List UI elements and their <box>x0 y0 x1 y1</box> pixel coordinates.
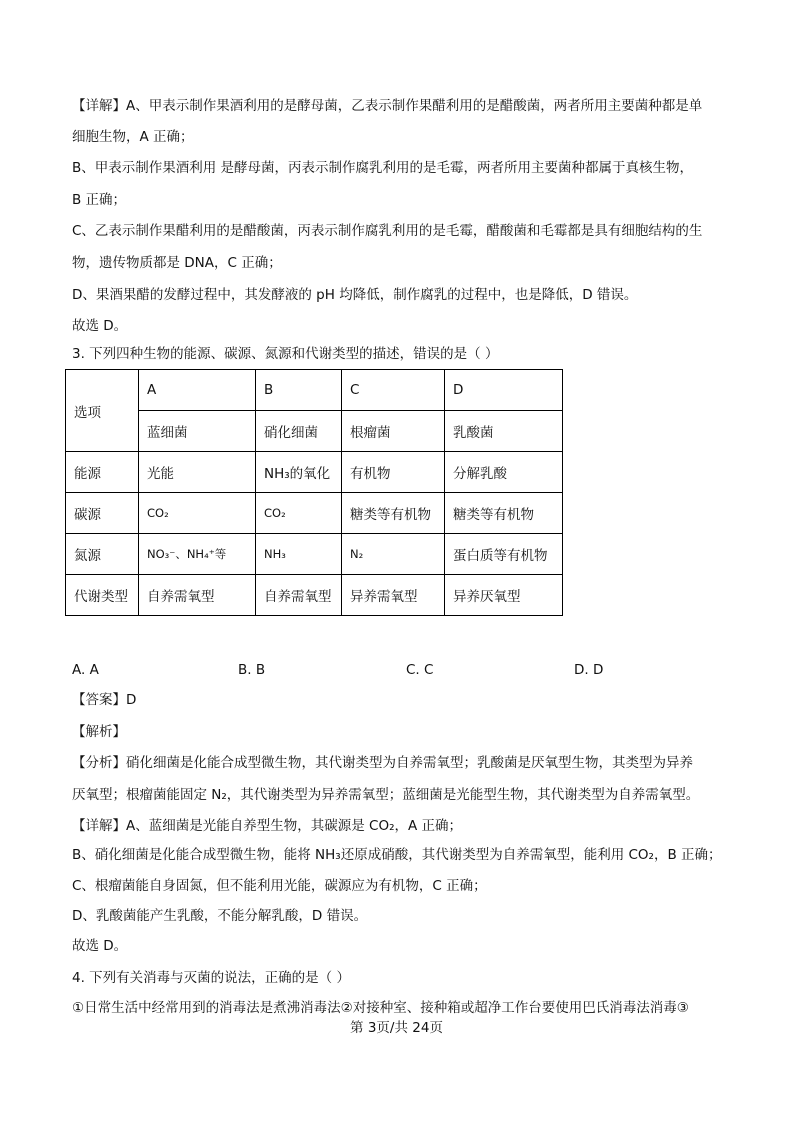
detail-line: B、甲表示制作果酒利用 是酵母菌，丙表示制作腐乳利用的是毛霉，两者所用主要菌种都属于真核生物， <box>72 160 694 176</box>
row-header-carbon: 碳源 <box>66 493 139 534</box>
carbon-cell: 糖类等有机物 <box>445 493 563 534</box>
organism-cell: 硝化细菌 <box>256 411 342 452</box>
choice-b: B. B <box>238 662 266 678</box>
question-3-stem: 3. 下列四种生物的能源、碳源、氮源和代谢类型的描述，错误的是（ ） <box>72 346 499 362</box>
page-footer: 第 3页/共 24页 <box>350 1020 443 1036</box>
question-4-stem: 4. 下列有关消毒与灭菌的说法，正确的是（ ） <box>72 970 350 986</box>
nitrogen-cell: NO₃⁻、NH₄⁺等 <box>139 534 256 575</box>
column-letter: D <box>445 370 563 411</box>
detail-line: B 正确； <box>72 192 127 208</box>
table-row <box>66 534 563 575</box>
carbon-cell: CO₂ <box>139 493 256 534</box>
conclusion-line: 故选 D。 <box>72 318 128 334</box>
metabolism-cell: 自养需氧型 <box>256 575 342 616</box>
detail-line: 【详解】A、蓝细菌是光能自养型生物，其碳源是 CO₂，A 正确； <box>72 818 463 834</box>
answer-line: 【答案】D <box>72 692 137 708</box>
detail-line: B、硝化细菌是化能合成型微生物，能将 NH₃还原成硝酸，其代谢类型为自养需氧型，能利用 CO₂，B 正确； <box>72 847 722 863</box>
analysis-title: 【解析】 <box>72 724 126 740</box>
options-table <box>65 369 563 616</box>
metabolism-cell: 自养需氧型 <box>139 575 256 616</box>
energy-cell: NH₃的氧化 <box>256 452 342 493</box>
energy-cell: 光能 <box>139 452 256 493</box>
organism-cell: 根瘤菌 <box>342 411 445 452</box>
row-header-energy: 能源 <box>66 452 139 493</box>
metabolism-cell: 异养厌氧型 <box>445 575 563 616</box>
table-row <box>66 370 563 411</box>
organism-cell: 乳酸菌 <box>445 411 563 452</box>
analysis-line: 厌氧型；根瘤菌能固定 N₂，其代谢类型为异养需氧型；蓝细菌是光能型生物，其代谢类型为自养需氧型。 <box>72 787 700 803</box>
metabolism-cell: 异养需氧型 <box>342 575 445 616</box>
organism-cell: 蓝细菌 <box>139 411 256 452</box>
nitrogen-cell: 蛋白质等有机物 <box>445 534 563 575</box>
detail-line: D、乳酸菌能产生乳酸，不能分解乳酸，D 错误。 <box>72 908 368 924</box>
energy-cell: 分解乳酸 <box>445 452 563 493</box>
choice-c: C. C <box>406 662 434 678</box>
nitrogen-cell: NH₃ <box>256 534 342 575</box>
table-row <box>66 493 563 534</box>
question-4-line: ①日常生活中经常用到的消毒法是煮沸消毒法②对接种室、接种箱或超净工作台要使用巴氏消毒法消毒③ <box>72 1000 689 1016</box>
column-letter: A <box>139 370 256 411</box>
choice-d: D. D <box>574 662 604 678</box>
row-header-metabolism: 代谢类型 <box>66 575 139 616</box>
row-header-nitrogen: 氮源 <box>66 534 139 575</box>
detail-line: C、乙表示制作果醋利用的是醋酸菌，丙表示制作腐乳利用的是毛霉，醋酸菌和毛霉都是具有细胞结构的生 <box>72 223 703 239</box>
energy-cell: 有机物 <box>342 452 445 493</box>
detail-line: 【详解】A、甲表示制作果酒利用的是酵母菌，乙表示制作果醋利用的是醋酸菌，两者所用主要菌种都是单 <box>72 98 703 114</box>
column-letter: C <box>342 370 445 411</box>
detail-line: C、根瘤菌能自身固氮，但不能利用光能，碳源应为有机物，C 正确； <box>72 878 487 894</box>
carbon-cell: CO₂ <box>256 493 342 534</box>
analysis-line: 【分析】硝化细菌是化能合成型微生物，其代谢类型为自养需氧型；乳酸菌是厌氧型生物，其类型为异养 <box>72 755 693 771</box>
conclusion-line: 故选 D。 <box>72 938 128 954</box>
column-letter: B <box>256 370 342 411</box>
table-row <box>66 452 563 493</box>
detail-line: 细胞生物，A 正确； <box>72 129 194 145</box>
carbon-cell: 糖类等有机物 <box>342 493 445 534</box>
detail-line: D、果酒果醋的发酵过程中，其发酵液的 pH 均降低，制作腐乳的过程中，也是降低，D 错误。 <box>72 287 638 303</box>
choice-a: A. A <box>72 662 99 678</box>
table-row <box>66 575 563 616</box>
detail-line: 物，遗传物质都是 DNA，C 正确； <box>72 255 282 271</box>
nitrogen-cell: N₂ <box>342 534 445 575</box>
table-row <box>66 411 563 452</box>
row-header-options: 选项 <box>66 370 139 452</box>
